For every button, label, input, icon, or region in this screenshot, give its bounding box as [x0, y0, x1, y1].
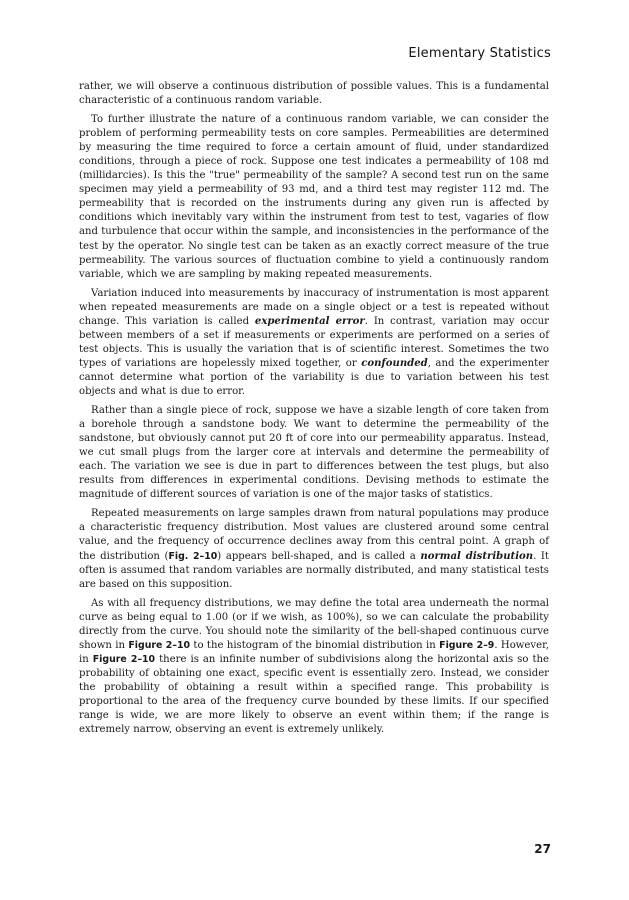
- paragraph-3-part-b: . In contrast, variation may occur between members of a set if measurements or experiments are performed on a series of test objects. This is usually the variation that is of scientific interest. Sometimes the two types of variations are hopelessly mixed together, or: [79, 315, 549, 369]
- paragraph-6-part-a: As with all frequency distributions, we may define the total area underneath the normal curve as being equal to 1.00 (or if we wish, as 100%), so we can calculate the probability directly from the curve. You should note the similarity of the bell-shaped continuous curve shown in: [79, 597, 549, 651]
- term-confounded: confounded: [361, 357, 428, 369]
- paragraph-6: [79, 597, 549, 737]
- paragraph-3-part-a: Variation induced into measurements by inaccuracy of instrumentation is most apparent when repeated measurements are made on a single object or a test is repeated without change. This variation is called: [79, 287, 549, 327]
- paragraph-5-part-b: ) appears bell-shaped, and is called a: [217, 550, 421, 562]
- paragraph-1: rather, we will observe a continuous distribution of possible values. This is a fundamental characteristic of a continuous random variable.: [79, 81, 549, 107]
- term-experimental-error: experimental error: [254, 315, 365, 327]
- page-number: 27: [534, 842, 551, 856]
- term-normal-distribution: normal distribution: [420, 550, 534, 562]
- paragraph-5-part-c: . It often is assumed that random variables are normally distributed, and many statistical tests are based on this supposition.: [79, 550, 549, 590]
- paragraph-6-part-d: there is an infinite number of subdivisions along the horizontal axis so the probability of obtaining one exact, specific event is essentially zero. Instead, we consider the probability of obtaining a result within a specified range. This probability is proportional to the area of the frequency curve bounded by these limits. If our specified range is wide, we are more likely to observe an event within them; if the range is extremely narrow, observing an event is extremely unlikely.: [79, 653, 549, 736]
- paragraph-3: [79, 287, 549, 399]
- figure-reference: Figure 2–10: [128, 639, 191, 651]
- paragraph-2: To further illustrate the nature of a continuous random variable, we can consider the problem of performing permeability tests on core samples. Permeabilities are determined by measuring the time required to force a certain amount of fluid, under standardized conditions, through a piece of rock. Suppose one test indicates a permeability of 108 md (millidarcies). Is this the "true" permeability of the sample? A second test run on the same specimen may yield a permeability of 93 md, and a third test may register 112 md. The permeability that is recorded on the instruments during any given run is affected by conditions which inevitably vary within the instrument from test to test, vagaries of flow and turbulence that occur within the sample, and inconsistencies in the performance of the test by the operator. No single test can be taken as an exactly correct measure of the true permeability. The various sources of fluctuation combine to yield a continuously random variable, which we are sampling by making repeated measurements.: [79, 114, 549, 280]
- paragraph-5: [79, 507, 549, 591]
- body-text: [79, 80, 549, 742]
- running-header: Elementary Statistics: [408, 46, 551, 61]
- figure-reference: Fig. 2–10: [168, 550, 218, 562]
- paragraph-6-part-c: . However, in: [79, 639, 550, 665]
- figure-reference: Figure 2–10: [92, 653, 156, 665]
- paragraph-3-part-c: , and the experimenter cannot determine what portion of the variability is due to variation between his test objects and what is due to error.: [79, 357, 549, 397]
- paragraph-6-part-b: to the histogram of the binomial distribution in: [190, 639, 440, 651]
- paragraph-4: Rather than a single piece of rock, suppose we have a sizable length of core taken from a borehole through a sandstone body. We want to determine the permeability of the sandstone, but obviously cannot put 20 ft of core into our permeability apparatus. Instead, we cut small plugs from the larger core at intervals and determine the permeability of each. The variation we see is due in part to differences between the test plugs, but also results from differences in experimental conditions. Devising methods to estimate the magnitude of different sources of variation is one of the major tasks of statistics.: [79, 405, 549, 501]
- figure-reference: Figure 2–9: [439, 639, 495, 651]
- paragraph-5-part-a: Repeated measurements on large samples drawn from natural populations may produce a characteristic frequency distribution. Most values are clustered around some central value, and the frequency of occurrence declines away from this central point. A graph of the distribution (: [79, 508, 549, 562]
